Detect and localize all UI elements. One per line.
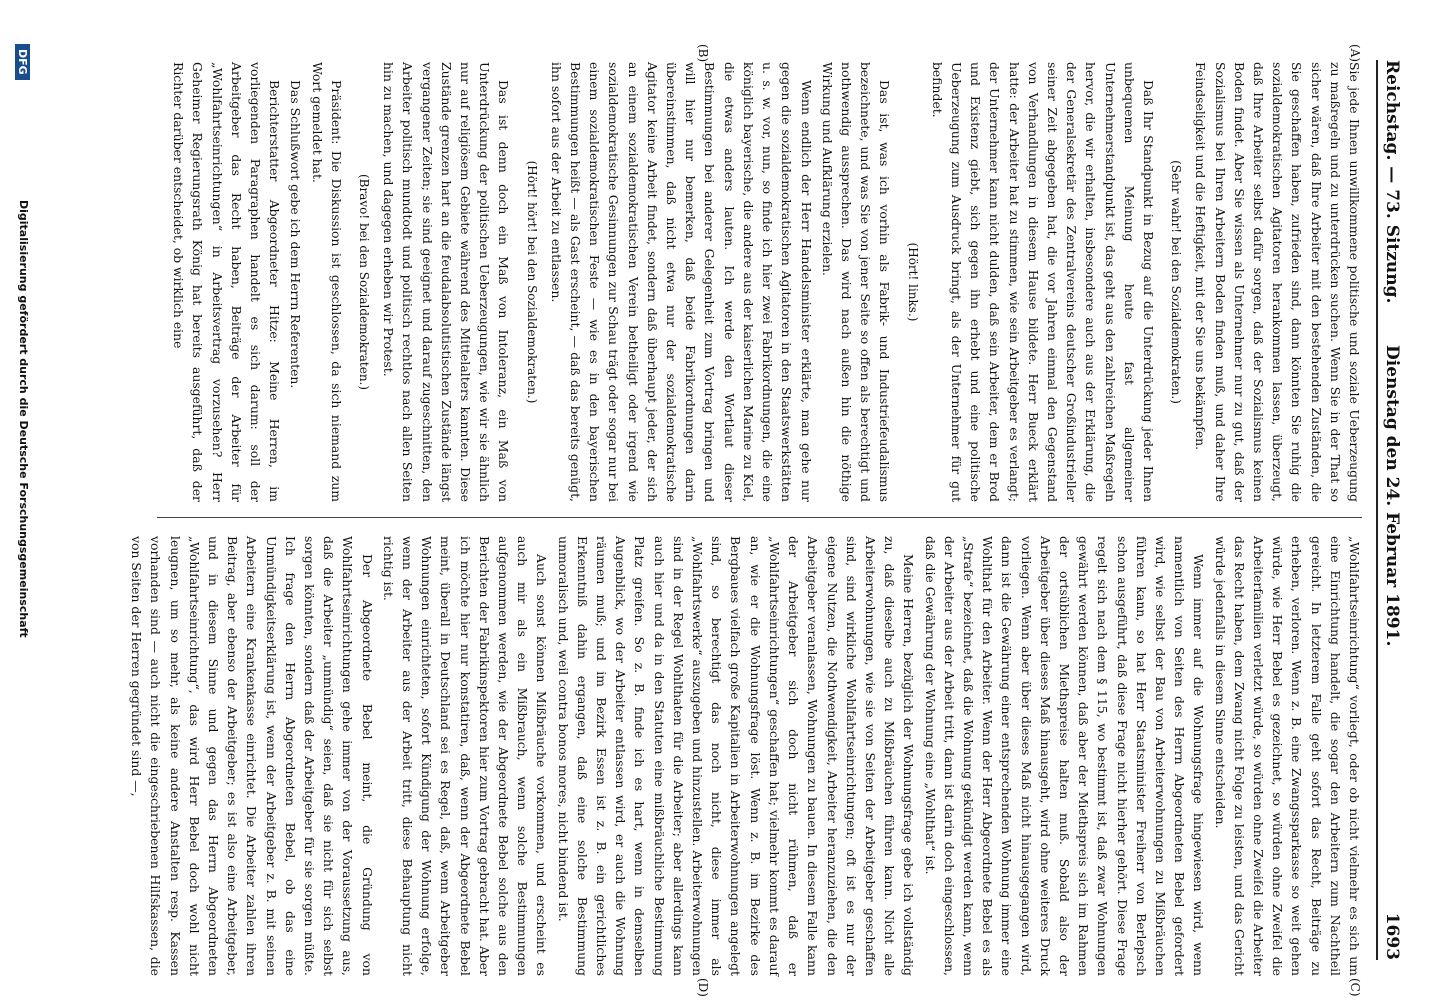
paragraph: Meine Herren, bezüglich der Wohnungsfrage gebe ich vollständig zu, daß dieselbe auch zu Mißbräuchen führen kann. Nicht alle Arbeiterwohnungen, wie sie von Seiten der Arbeitgeber geschaffen sind, sind wirkliche Wohlfahrtseinrichtungen; oft ist es nur der eigene Nutzen, die Nothwendigkeit, Arbeiter heranzuziehen, die den Arbeitgeber veranlassen, Wohnungen zu bauen. In diesem Falle kann der Arbeitgeber sich doch nicht rühmen, daß er „Wohlfahrtseinrichtungen“ geschaffen hat; vielmehr kommt es darauf an, wie er die Wohnungsfrage löst. Wenn z. B. im Bezirke des Bergbaues vielfach große Kapitalien in Arbeiterwohnungen angelegt sind, so berechtigt das noch nicht, diese immer als „Wohlfahrtswerke“ auszugeben und hinzustellen. Arbeiterwohnungen sind in der Regel Wohlthaten für die Arbeiter; aber allerdings kann auch hier und da in den Statuten eine mißbräuchliche Bestimmung Platz greifen. So z. B. finde ich es hart, wenn in demselben Augenblick, wo der Arbeiter entlassen wird, er auch die Wohnung räumen muß; und im Bezirk Essen ist z. B. ein gerichtliches Erkenntniß dahin ergangen, daß eine solche Bestimmung unmoralisch und, weil contra bonos mores, nicht bindend ist. [555,536,917,976]
paragraph: Der Abgeordnete Bebel meint, die Gründung von Wohlfahrtseinrichtungen gehe immer von der Voraussetzung aus, daß die Arbeiter „unmündig“ seien, daß sie nicht für sich selbst sorgen könnten, sondern daß der Arbeitgeber für sie sorgen müßte. Ich frage den Herrn Abgeordneten Bebel, ob das eine Unmündigkeitserklärung ist, wenn der Arbeitgeber z. B. mit seinen Arbeitern eine Krankenkasse einrichtet. Die Arbeiter zahlen ihren Beitrag, aber ebenso der Arbeitgeber; es ist also eine Arbeitgeber, und in diesem Sinne und gegen das Herrn Abgeordneten „Wohlfahrtseinrichtung“, das wird Herr Bebel doch wohl nicht leugnen, um so mehr, als keine andere Anstalten resp. Kassen vorhanden sind — auch nicht die eingeschriebenen Hilfskassen, die von Seiten der Herren gegründet sind —, [129,536,375,976]
paragraph: Wenn endlich der Herr Handelsminister erklärte, man gehe nur gegen die sozialdemokratischen Agitatoren in den Staatswerkstätten u. s. w. vor, nun, so finde ich hier zwei Fabrikordnungen, die eine königlich bayerische, die andere aus der kaiserlichen Marine zu Kiel, die etwas anders lauten. Ich werde den Wortlaut dieser Bestimmungen bei anderer Gelegenheit zum Vortrag bringen und will hier nur bemerken, daß beide Fabrikordnungen darin übereinstimmen, daß nicht etwa nur der sozialdemokratische Agitator keine Arbeit findet, sondern daß überhaupt jeder, der sich an einem sozialdemokratischen Verein betheiligt oder irgend wie sozialdemokratische Gesinnungen zur Schau trägt oder sogar nur bei einem sozialdemokratischen Feste — wie es in den bayerischen Bestimmungen heißt — als Gast erscheint, — daß das bereits genügt, ihn sofort aus der Arbeit zu entlassen. [548,62,814,502]
margin-marker-b: (B) [696,44,710,63]
paragraph: Präsident: Die Diskussion ist geschlossen, da sich niemand zum Wort gemeldet hat. [309,62,344,502]
digitization-note: Digitalisierung gefördert durch die Deutsche Forschungsgemeinschaft [17,200,30,638]
paragraph: Auch sonst können Mißbräuche vorkommen, und erscheint es auch mir als ein Mißbrauch, wenn solche Bestimmungen aufgenommen werden, wie der Abgeordnete Bebel solche aus den Berichten der Fabrikinspektoren hier zum Vortrag gebracht hat. Aber ich möchte hier nur konstatiren, daß, wenn der Abgeordnete Bebel meint, überall in Deutschland sei es Regel, daß, wenn Arbeitgeber Wohnungen einrichteten, sofort Kündigung der Wohnung erfolge, wenn der Arbeiter aus der Arbeit tritt, diese Behauptung nicht richtig ist. [380,536,550,976]
margin-marker-c: (C) [1348,978,1362,997]
paragraph: Berichterstatter Abgeordneter Hitze: Meine Herren, im vorliegenden Paragraphen handelt es sich darum: soll der Arbeitgeber das Recht haben, Beiträge der Arbeiter für „Wohlfahrtseinrichtungen“ in Arbeitsvertrag vorzusehen? Herr Geheimer Regierungsrath König hat bereits ausgeführt, daß der Richter darüber entscheidet, ob wirklich eine [171,62,283,502]
paragraph: Das ist, was ich vorhin als Fabrik- und Industriefeudalismus bezeichnete, und was Sie von jener Seite so offen als berechtigt und nothwendig aussprechen. Das wird nach außen hin die nöthige Wirkung und Aufklärung erzielen. [819,62,893,502]
paragraph: Wenn immer auf die Wohnungsfrage hingewiesen wird, wenn namentlich von Seiten des Herrn Abgeordneten Bebel gefordert wird, wie selbst der Bau von Arbeiterwohnungen zu Mißbräuchen führen kann, so hat Herr Staatsminister Freiherr von Berlepsch schon ausgeführt, daß diese Frage nicht hierher gehört. Diese Frage regelt sich nach dem § 115, wo bestimmt ist, daß zwar Wohnungen gewährt werden können, daß aber der Miethspreis sich im Rahmen der ortsüblichen Miethspreise halten muß. Sobald also der Arbeitgeber über dieses Maß hinausgeht, wird ohne weiteres Druck vorliegen. Wenn aber über dieses Maß nicht hinausgegangen wird, dann ist die Gewährung einer entsprechenden Wohnung immer eine Wohlthat für den Arbeiter. Wenn der Herr Abgeordnete Bebel es als „Strafe“ bezeichnet, daß die Wohnung gekündigt werden kann, wenn der Arbeiter aus der Arbeit tritt, dann ist darin doch eingeschlossen, daß die Gewährung der Wohnung eine „Wohlthat“ ist. [922,536,1207,976]
interjection: (Hört! links.) [905,242,920,322]
margin-marker-a: (A) [1348,44,1362,63]
column-divider [157,517,1362,518]
dfg-logo: DFG [15,44,30,80]
left-column [159,62,1364,502]
interjection: (Bravo! bei den Sozialdemokraten.) [357,173,372,391]
interjection: (Hört! hört! bei den Sozialdemokraten.) [524,160,539,404]
margin-marker-d: (D) [696,978,710,997]
paragraph: Daß Ihr Standpunkt in Bezug auf die Unterdrückung jeder Ihnen unbequemen Meinung heute fast allgemeiner Unternehmerstandpunkt ist, das geht aus den zahlreichen Maßregeln hervor, die wir erhalten, insbesondere auch aus der Erklärung, die der Generalsekretär des Zentralvereins deutscher Großindustrieller seiner Zeit abgegeben hat, die vor Jahren einmal den Gegenstand von Verhandlungen in diesem Hause bildete. Herr Bueck erklärt hatte: der Arbeiter hat zu stimmen, wie sein Arbeitgeber es verlangt; der Unternehmer kann nicht dulden, daß sein Arbeiter, dem er Brod und Existenz giebt, sich gegen ihn erhebt und eine politische Ueberzeugung zum Ausdruck bringt, als der Unternehmer für gut befindet. [929,62,1156,502]
right-column [129,536,1364,976]
interjection: (Sehr wahr! bei den Sozialdemokraten.) [1169,160,1184,404]
header-left: Reichstag. — 73. Sitzung. [1382,60,1402,304]
page-header [1376,60,1414,960]
paragraph: Das ist denn doch ein Maß von Intoleranz, ein Maß von Unterdrückung der politischen Ueberzeugungen, wie wir sie ähnlich nur auf religiösem Gebiete während des Mittelalters kannten. Diese Zustände grenzen hart an die feudalabsolutistischen Zustände längst vergangener Zeiten; sie sind geeignet und darauf zugeschnitten, den Arbeiter politisch mundtodt und politisch rechtlos nach allen Seiten hin zu machen, und dagegen erheben wir Protest. [381,62,512,502]
paragraph: Sie jede Ihnen unwillkommene politische und soziale Ueberzeugung zu maßregeln und zu unterdrücken suchen. Wenn Sie in der That so sicher wären, daß Ihre Arbeiter mit den bestehenden Zuständen, die Sie geschaffen haben, zufrieden sind, dann könnten Sie ruhig die sozialdemokratischen Agitatoren herankommen lassen, überzeugt, daß Ihre Arbeiter selbst dafür sorgen, daß der Sozialismus keinen Boden findet. Aber Sie wissen als Unternehmer nur zu gut, daß der Sozialismus bei Ihren Arbeitern Boden finden muß, und daher Ihre Feindseligkeit und die Heftigkeit, mit der Sie uns bekämpfen. [1193,62,1362,502]
paragraph: Das Schlußwort gebe ich dem Herrn Referenten. [288,80,304,389]
page-number: 1693 [1382,912,1402,960]
header-center: Dienstag den 24. Februar 1891. [1382,345,1402,647]
paragraph: „Wohlfahrtseinrichtung“ vorliegt, oder ob nicht vielmehr es sich um eine Einrichtung handelt, die sogar den Arbeitern zum Nachtheil gereicht. In letzterem Falle geht sofort das Recht, Beiträge zu erheben, verloren. Wenn z. B. eine Zwangssparkasse so weit gehen würde, wie Herr Bebel es gezeichnet, so würden ohne Zweifel die Arbeiterfamilien verletzt würde, so würden ohne Zweifel die Arbeiter das Recht haben, dem Zwang nicht Folge zu leisten, und das Gericht würde jedenfalls in diesem Sinne entscheiden. [1212,536,1362,976]
